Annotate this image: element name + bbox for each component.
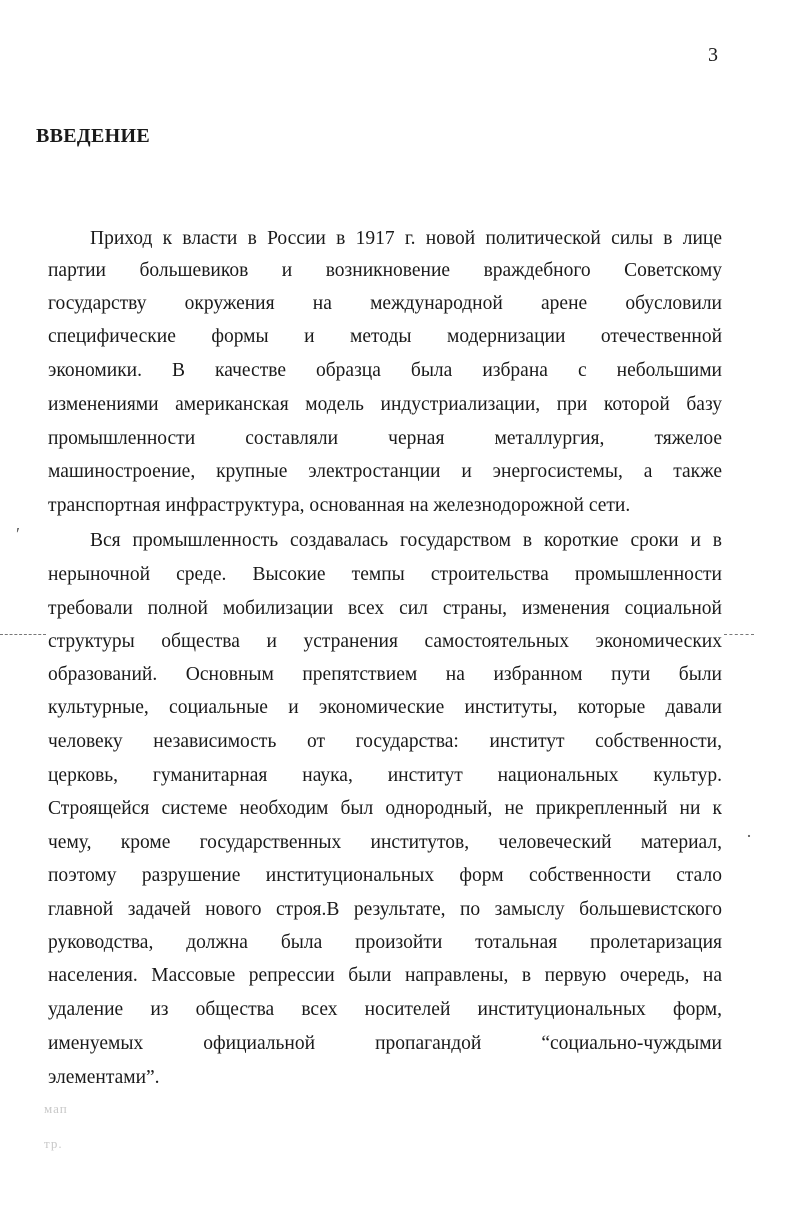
text-line: культурные, социальные и экономические институты, которые давали [48,697,722,718]
text-line: специфические формы и методы модернизации отечественной [48,326,722,347]
margin-fragment: мап [44,1101,68,1116]
text-line: чему, кроме государственных институтов, человеческий материал, [48,832,722,853]
scan-artifact-left [0,634,46,636]
text-line: Приход к власти в России в 1917 г. новой политической силы в лице [90,228,722,249]
text-line: Вся промышленность создавалась государством в короткие сроки и в [90,530,722,551]
text-line: именуемых официальной пропагандой “социально-чуждыми [48,1033,722,1054]
text-line: транспортная инфраструктура, основанная на железнодорожной сети. [48,495,631,516]
text-line: человеку независимость от государства: институт собственности, [48,731,722,752]
text-line: руководства, должна была произойти тотальная пролетаризация [48,932,722,953]
text-line: населения. Массовые репрессии были направлены, в первую очередь, на [48,965,722,986]
scan-artifact-right [724,634,754,636]
text-line: экономики. В качестве образца была избрана с небольшими [48,360,722,381]
text-line: элементами”. [48,1067,160,1088]
text-line: государству окружения на международной арене обусловили [48,293,722,314]
text-line: удаление из общества всех носителей институциональных форм, [48,999,722,1020]
text-line: требовали полной мобилизации всех сил страны, изменения социальной [48,598,722,619]
page-number: 3 [708,44,718,66]
text-line: изменениями американская модель индустриализации, при которой базу [48,394,722,415]
text-line: церковь, гуманитарная наука, институт национальных культур. [48,765,722,786]
text-line: структуры общества и устранения самостоятельных экономических [48,631,722,652]
text-line: образований. Основным препятствием на избранном пути были [48,664,722,685]
scan-speck: ′ [16,524,20,544]
text-line: промышленности составляли черная металлургия, тяжелое [48,428,722,449]
text-line: поэтому разрушение институциональных форм собственности стало [48,865,722,886]
text-line: главной задачей нового строя.В результате, по замыслу большевистского [48,899,722,920]
section-heading: ВВЕДЕНИЕ [36,125,150,147]
margin-fragment: тр. [44,1136,63,1151]
text-line: Строящейся системе необходим был однородный, не прикрепленный ни к [48,798,722,819]
text-line: машиностроение, крупные электростанции и энергосистемы, а также [48,461,722,482]
text-line: нерыночной среде. Высокие темпы строительства промышленности [48,564,722,585]
scan-speck: · [746,826,752,846]
text-line: партии большевиков и возникновение враждебного Советскому [48,260,722,281]
